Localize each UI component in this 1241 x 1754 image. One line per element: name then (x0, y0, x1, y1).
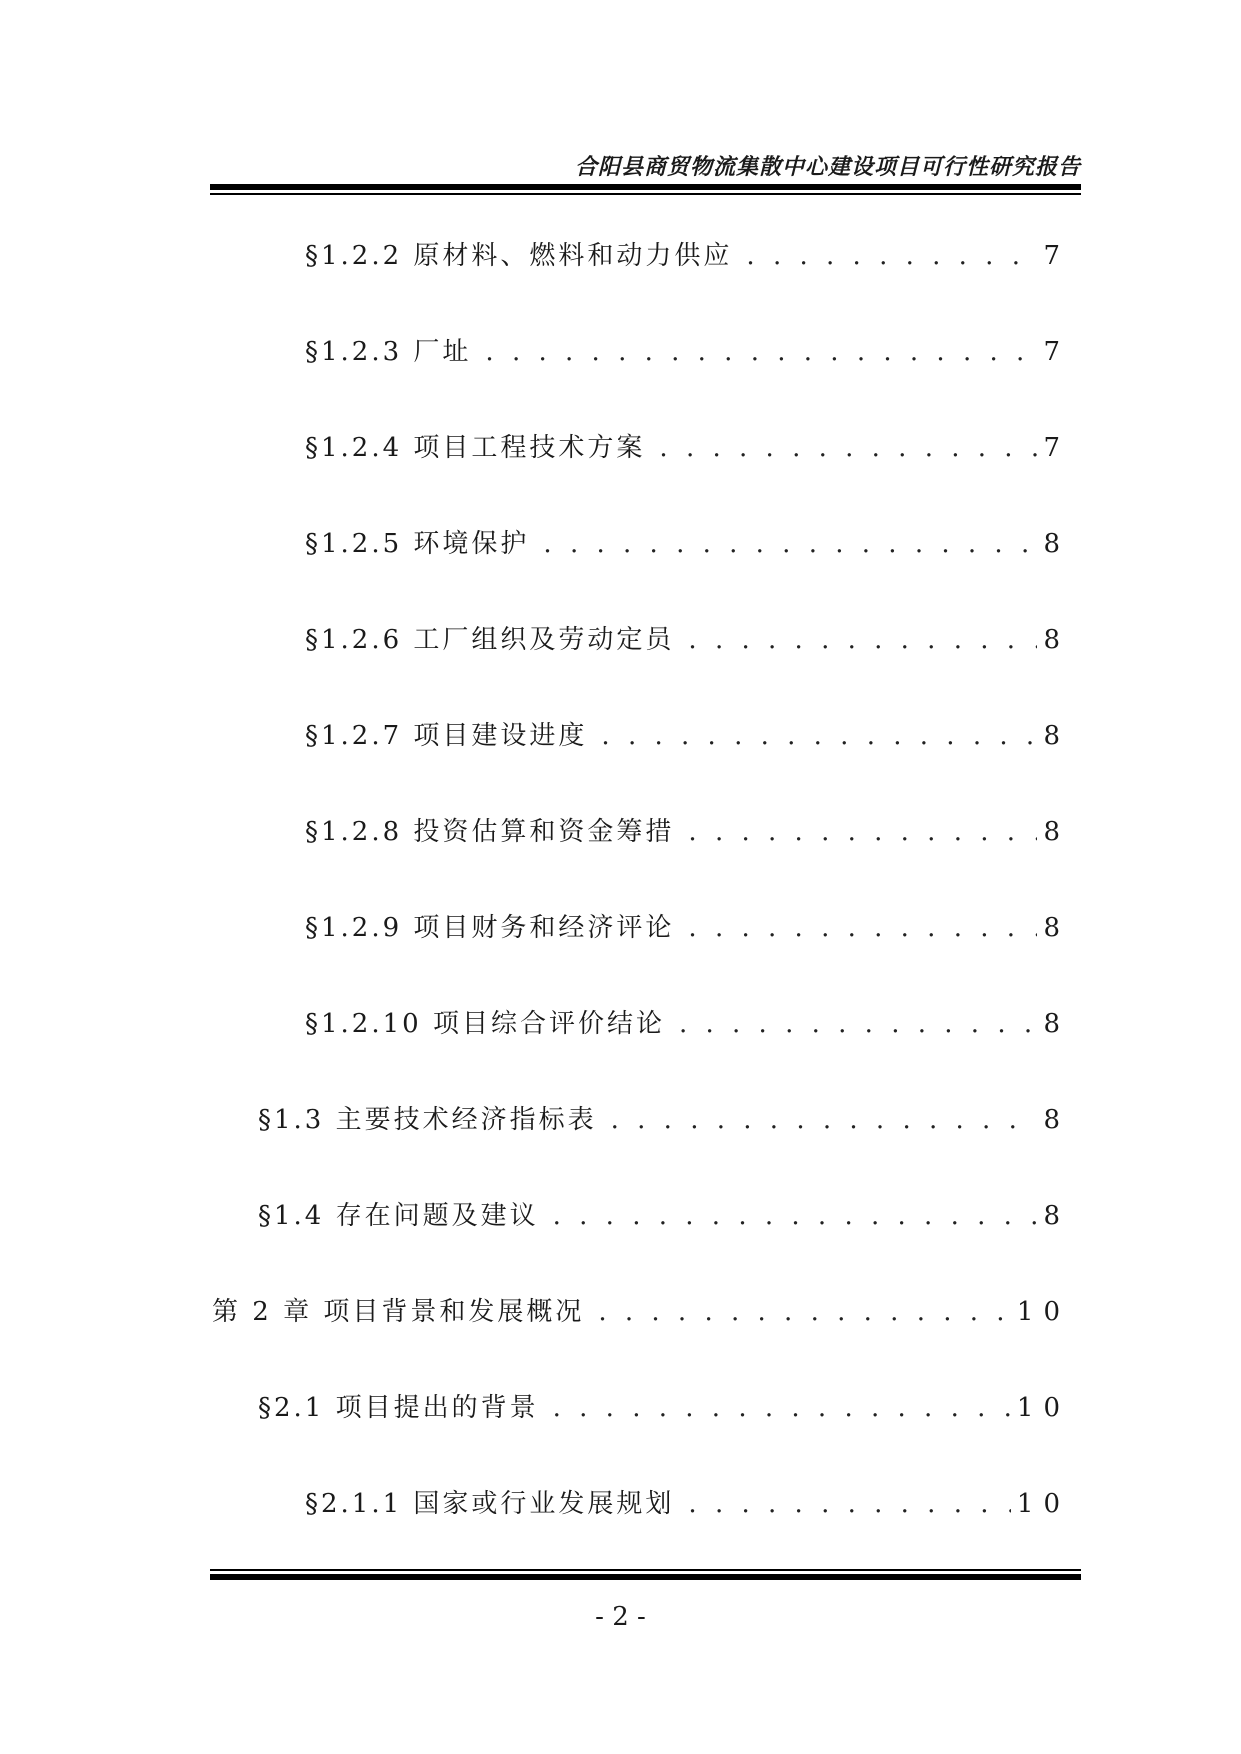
toc-leader-dots (598, 1292, 1011, 1332)
toc-entry-page: 7 (1043, 241, 1070, 271)
toc-entry-label: §1.2.5 环境保护 (305, 529, 530, 559)
toc-entry-label: §1.2.2 原材料、燃料和动力供应 (305, 241, 733, 271)
toc-leader-dots (688, 620, 1037, 660)
toc-entry-page: 8 (1043, 529, 1070, 559)
toc-entry-label: §1.2.7 项目建设进度 (305, 721, 588, 751)
toc-entry[interactable] (305, 620, 1070, 660)
toc-leader-dots (679, 1004, 1037, 1044)
toc-entry-page: 8 (1043, 817, 1070, 847)
toc-entry-label: §1.2.10 项目综合评价结论 (305, 1009, 665, 1039)
toc-leader-dots (688, 1484, 1010, 1524)
toc-entry[interactable] (258, 1100, 1070, 1140)
toc-leader-dots (611, 1100, 1038, 1140)
toc-entry-page: 8 (1043, 1009, 1070, 1039)
toc-entry[interactable] (305, 524, 1070, 564)
toc-entry[interactable] (305, 812, 1070, 852)
footer-rule-thick (210, 1574, 1081, 1580)
toc-entry-label: §1.2.6 工厂组织及劳动定员 (305, 625, 675, 655)
footer-rule-thin (210, 1569, 1081, 1571)
toc-entry[interactable] (305, 332, 1070, 372)
toc-entry-label: §2.1 项目提出的背景 (258, 1393, 539, 1423)
toc-entry-label: §1.4 存在问题及建议 (258, 1201, 539, 1231)
toc-entry-label: §1.3 主要技术经济指标表 (258, 1105, 597, 1135)
toc-leader-dots (553, 1196, 1038, 1236)
toc-entry-page: 7 (1043, 337, 1070, 367)
toc-leader-dots (601, 716, 1037, 756)
toc-entry-page: 8 (1043, 1201, 1070, 1231)
toc-leader-dots (543, 524, 1037, 564)
toc-entry-label: §1.2.4 项目工程技术方案 (305, 433, 646, 463)
toc-entry[interactable] (305, 1484, 1070, 1524)
toc-entry-page: 8 (1043, 1105, 1070, 1135)
toc-leader-dots (659, 428, 1037, 468)
toc-entry-page: 10 (1016, 1489, 1070, 1519)
toc-entry-page: 10 (1016, 1393, 1070, 1423)
document-header-title: 合阳县商贸物流集散中心建设项目可行性研究报告 (574, 154, 1081, 180)
toc-leader-dots (688, 908, 1037, 948)
toc-entry-label: §2.1.1 国家或行业发展规划 (305, 1489, 675, 1519)
toc-entry-label: §1.2.8 投资估算和资金筹措 (305, 817, 675, 847)
toc-entry-page: 8 (1043, 625, 1070, 655)
toc-entry[interactable] (305, 236, 1070, 276)
toc-entry-label: §1.2.3 厂址 (305, 337, 472, 367)
toc-entry[interactable] (305, 716, 1070, 756)
toc-entry[interactable] (305, 908, 1070, 948)
toc-entry[interactable] (258, 1196, 1070, 1236)
toc-leader-dots (746, 236, 1037, 276)
toc-entry-page: 7 (1043, 433, 1070, 463)
toc-leader-dots (485, 332, 1037, 372)
toc-entry-page: 10 (1016, 1297, 1070, 1327)
page-number: - 2 - (595, 1602, 646, 1632)
toc-leader-dots (553, 1388, 1011, 1428)
toc-entry[interactable] (305, 1004, 1070, 1044)
toc-leader-dots (688, 812, 1037, 852)
toc-entry-page: 8 (1043, 913, 1070, 943)
toc-entry-page: 8 (1043, 721, 1070, 751)
toc-entry-label: §1.2.9 项目财务和经济评论 (305, 913, 675, 943)
toc-entry[interactable] (212, 1292, 1070, 1332)
toc-entry-label: 第 2 章 项目背景和发展概况 (212, 1297, 585, 1327)
toc-entry[interactable] (258, 1388, 1070, 1428)
toc-entry[interactable] (305, 428, 1070, 468)
